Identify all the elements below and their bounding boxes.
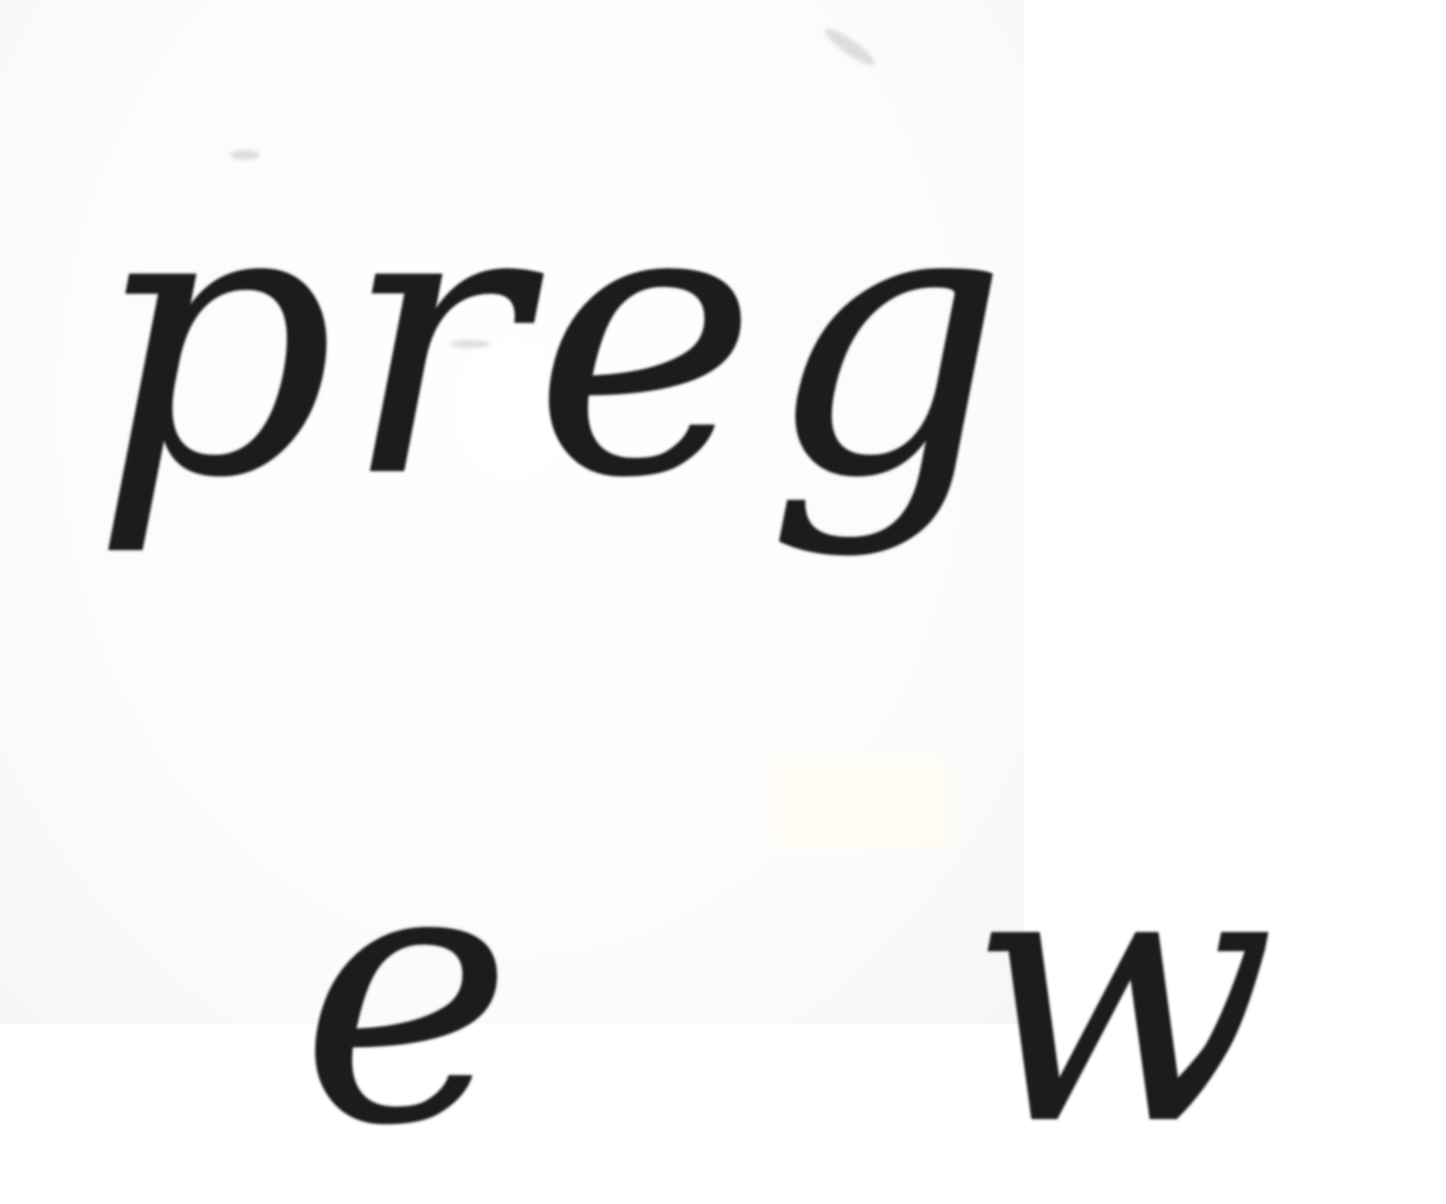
- text-line-bottom: e w: [300, 785, 1446, 1204]
- text-line-top: preg: [92, 118, 1018, 561]
- paper-speck: [821, 24, 878, 70]
